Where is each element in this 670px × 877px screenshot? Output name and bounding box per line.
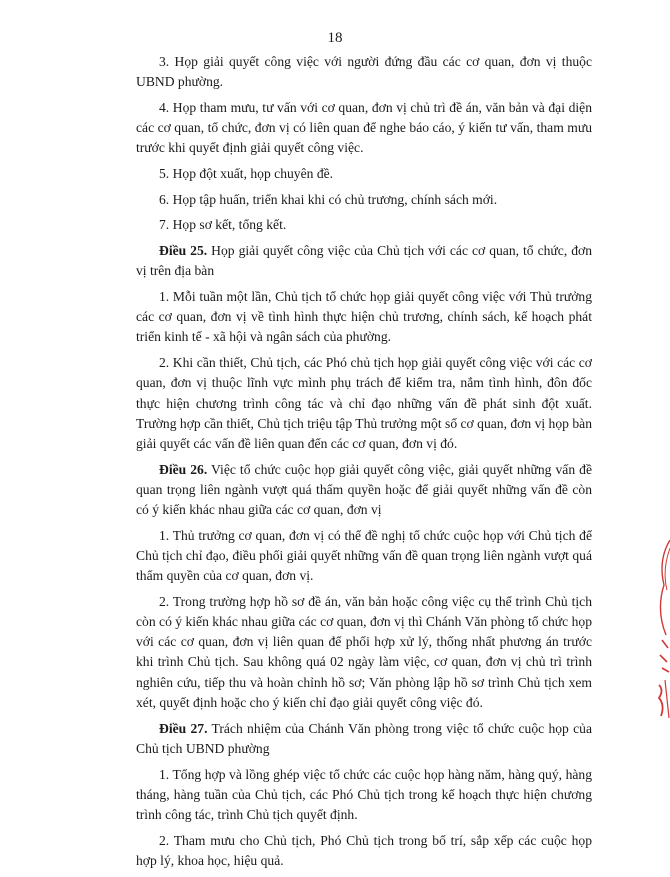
article-title: Họp giải quyết công việc của Chủ tịch với các cơ quan, tổ chức, đơn vị trên địa bàn [136, 243, 593, 279]
paragraph: 3. Họp giải quyết công việc với người đứng đầu các cơ quan, đơn vị thuộc UBND phường. [136, 54, 592, 90]
article-heading [136, 241, 592, 281]
article-label: Điều 25. [159, 243, 208, 259]
page-number: 18 [327, 30, 343, 46]
red-seal-edge [650, 540, 670, 720]
paragraph: 4. Họp tham mưu, tư vấn với cơ quan, đơn vị chủ trì đề án, văn bản và đại diện các cơ quan, tổ chức, đơn vị có liên quan để nghe báo cáo, ý kiến tư vấn, tham mưu trước khi quyết định giải quyết công việc. [136, 99, 592, 156]
article-label: Điều 27. [159, 720, 208, 736]
document-body [136, 52, 592, 877]
article-heading [136, 719, 592, 759]
paragraph: 6. Họp tập huấn, triển khai khi có chủ trương, chính sách mới. [159, 191, 498, 207]
paragraph: 2. Khi cần thiết, Chủ tịch, các Phó chủ tịch họp giải quyết công việc với các cơ quan, đơn vị thuộc lĩnh vực mình phụ trách để kiểm tra, nắm tình hình, đôn đốc thực hiện chương trình công tác và chỉ đạo những vấn đề phát sinh đột xuất. Trường hợp cần thiết, Chủ tịch triệu tập Thủ trưởng một số cơ quan, đơn vị họp bàn giải quyết các vấn đề liên quan đến các cơ quan, đơn vị đó. [136, 355, 592, 451]
paragraph: 5. Họp đột xuất, họp chuyên đề. [159, 166, 334, 182]
article-label: Điều 26. [159, 461, 208, 477]
paragraph: 1. Mỗi tuần một lần, Chủ tịch tổ chức họp giải quyết công việc với Thủ trưởng các cơ quan, đơn vị về tình hình thực hiện chủ trương, chính sách, kế hoạch phát triển kinh tế - xã hội và ngân sách của phường. [136, 289, 592, 345]
paragraph: 1. Thủ trưởng cơ quan, đơn vị có thể đề nghị tổ chức cuộc họp với Chủ tịch để Chủ tịch chỉ đạo, điều phối giải quyết những vấn đề quan trọng liên ngành vượt quá thẩm quyền của cơ quan, đơn vị. [136, 527, 592, 584]
paragraph: 1. Tổng hợp và lồng ghép việc tổ chức các cuộc họp hàng năm, hàng quý, hàng tháng, hàng tuần của Chủ tịch, các Phó Chủ tịch trong kế hoạch thực hiện chương trình công tác, trình Chủ tịch quyết định. [136, 766, 592, 822]
article-title: Trách nhiệm của Chánh Văn phòng trong việc tổ chức cuộc họp của Chủ tịch UBND phường [136, 720, 593, 756]
paragraph: 2. Tham mưu cho Chủ tịch, Phó Chủ tịch trong bố trí, sắp xếp các cuộc họp hợp lý, khoa học, hiệu quả. [136, 832, 592, 868]
paragraph: 7. Họp sơ kết, tổng kết. [159, 217, 287, 233]
article-title: Việc tổ chức cuộc họp giải quyết công việc, giải quyết những vấn đề quan trọng liên ngành vượt quá thẩm quyền hoặc để giải quyết những vấn đề còn có ý kiến khác nhau giữa các cơ quan, đơn vị [136, 461, 592, 518]
paragraph: 2. Trong trường hợp hồ sơ đề án, văn bản hoặc công việc cụ thể trình Chủ tịch còn có ý kiến khác nhau giữa các cơ quan, đơn vị thì Chánh Văn phòng tổ chức họp với các cơ quan, đơn vị liên quan để phối hợp xử lý, thống nhất phương án trước khi trình Chủ tịch. Sau không quá 02 ngày làm việc, cơ quan, đơn vị chủ trì trình nghiên cứu, tiếp thu và hoàn chỉnh hồ sơ; Văn phòng lập hồ sơ trình Chủ tịch xem xét, quyết định hoặc cho ý kiến chỉ đạo giải quyết công việc đó. [136, 593, 592, 710]
article-heading [136, 460, 592, 521]
